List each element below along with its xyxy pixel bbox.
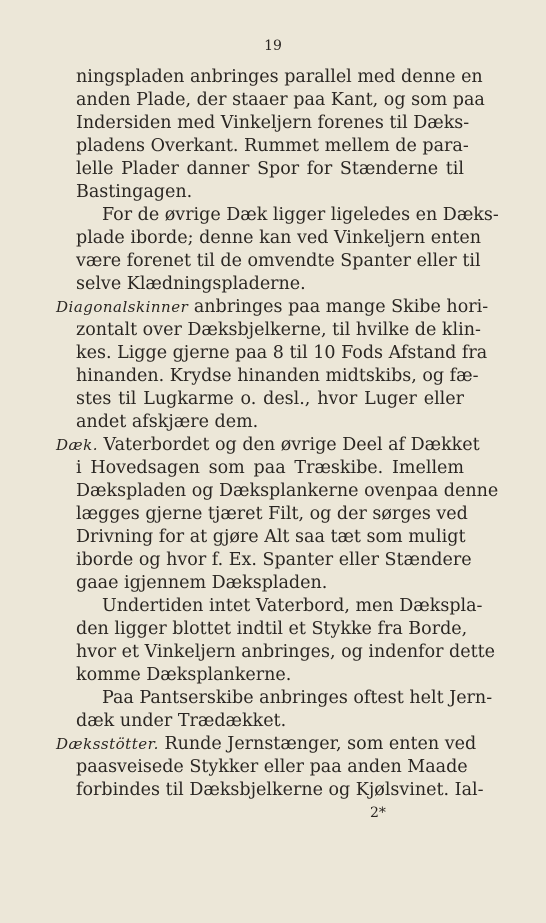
line-text: Runde Jernstænger, som enten ved	[158, 734, 477, 754]
line-text: være forenet til de omvendte Spanter eller til	[76, 251, 481, 271]
text-line	[56, 549, 472, 572]
text-line	[56, 710, 464, 733]
section-term: Diagonalskinner	[56, 298, 189, 316]
text-line	[56, 595, 483, 618]
text-line	[56, 756, 468, 779]
line-text: Vaterbordet og den øvrige Deel af Dækket	[97, 435, 480, 455]
line-text: dæk under Trædækket.	[76, 711, 287, 731]
line-text: anden Plade, der staaer paa Kant, og som paa	[76, 90, 485, 110]
line-text: kes. Ligge gjerne paa 8 til 10 Fods Afstand fra	[76, 343, 488, 363]
text-line	[56, 641, 496, 664]
text-line	[56, 89, 485, 112]
line-text: i Hovedsagen som paa Træskibe. Imellem	[76, 458, 464, 478]
line-text: stes til Lugkarme o. desl., hvor Luger eller	[76, 389, 464, 409]
text-line	[56, 480, 499, 503]
signature-mark: 2*	[370, 805, 386, 821]
line-text: selve Klædningspladerne.	[76, 274, 306, 294]
text-line	[56, 112, 470, 135]
text-line	[56, 411, 464, 434]
text-line	[56, 618, 468, 641]
line-text: forbindes til Dæksbjelkerne og Kjølsvinet. Ial-	[76, 780, 484, 800]
line-text: Indersiden med Vinkeljern forenes til Dæks-	[76, 113, 470, 133]
text-line	[56, 319, 481, 342]
text-line	[56, 733, 477, 756]
text-line	[56, 365, 479, 388]
line-text: hinanden. Krydse hinanden midtskibs, og fæ-	[76, 366, 479, 386]
page-number: 19	[264, 38, 282, 54]
line-text: For de øvrige Dæk ligger ligeledes en Dæks-	[102, 205, 499, 225]
text-line	[56, 181, 464, 204]
line-text: ningspladen anbringes parallel med denne en	[76, 67, 483, 87]
text-line	[56, 273, 464, 296]
line-text: gaae igjennem Dækspladen.	[76, 573, 328, 593]
body-text	[56, 66, 499, 802]
line-text: iborde og hvor f. Ex. Spanter eller Stændere	[76, 550, 472, 570]
text-line	[56, 204, 499, 227]
line-text: paasveisede Stykker eller paa anden Maade	[76, 757, 468, 777]
text-line	[56, 572, 464, 595]
text-line	[56, 503, 468, 526]
line-text: Bastingagen.	[76, 182, 193, 202]
text-line	[56, 342, 488, 365]
section-term: Dæksstötter.	[56, 735, 159, 753]
text-line	[56, 296, 489, 319]
line-text: lelle Plader danner Spor for Stænderne til	[76, 159, 464, 179]
text-line	[56, 779, 484, 802]
line-text: den ligger blottet indtil et Stykke fra Borde,	[76, 619, 468, 639]
section-term: Dæk.	[56, 436, 98, 454]
text-line	[56, 250, 481, 273]
text-line	[56, 227, 481, 250]
line-text: komme Dæksplankerne.	[76, 665, 292, 685]
line-text: lægges gjerne tjæret Filt, og der sørges ved	[76, 504, 468, 524]
text-line	[56, 66, 483, 89]
text-line	[56, 388, 464, 411]
line-text: Dækspladen og Dæksplankerne ovenpaa denne	[76, 481, 499, 501]
text-line	[56, 457, 464, 480]
line-text: andet afskjære dem.	[76, 412, 259, 432]
text-line	[56, 664, 464, 687]
line-text: pladens Overkant. Rummet mellem de para-	[76, 136, 469, 156]
text-line	[56, 687, 493, 710]
line-text: Drivning for at gjøre Alt saa tæt som muligt	[76, 527, 466, 547]
text-line	[56, 526, 464, 549]
text-line	[56, 158, 464, 181]
line-text: zontalt over Dæksbjelkerne, til hvilke de klin-	[76, 320, 481, 340]
text-line	[56, 135, 469, 158]
text-line	[56, 434, 480, 457]
line-text: anbringes paa mange Skibe hori-	[188, 297, 489, 317]
line-text: Undertiden intet Vaterbord, men Dækspla-	[102, 596, 483, 616]
line-text: Paa Pantserskibe anbringes oftest helt Jern-	[102, 688, 493, 708]
line-text: hvor et Vinkeljern anbringes, og indenfor dette	[76, 642, 496, 662]
line-text: plade iborde; denne kan ved Vinkeljern enten	[76, 228, 481, 248]
